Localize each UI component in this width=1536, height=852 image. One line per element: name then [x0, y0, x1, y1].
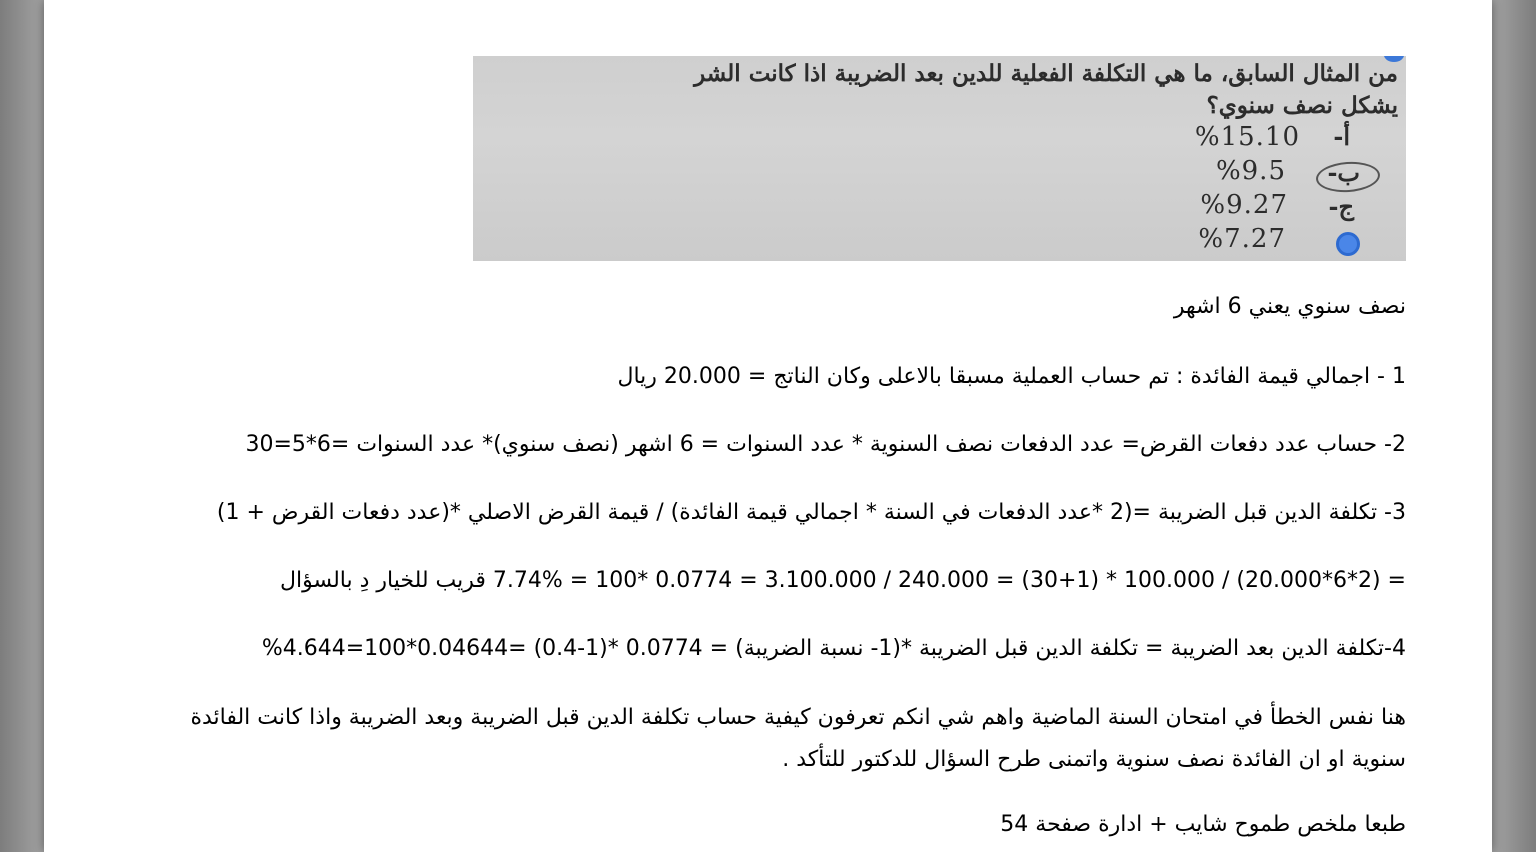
- option-a-value: %15.10: [1194, 122, 1300, 152]
- question-line-2: يشكل نصف سنوي؟: [1206, 92, 1398, 119]
- document-page: [44, 0, 1492, 852]
- question-line-1: من المثال السابق، ما هي التكلفة الفعلية للدين بعد الضريبة اذا كانت الشر: [694, 60, 1398, 87]
- option-a-letter: أ-: [1333, 122, 1350, 151]
- text-line-step-3-calc: = (2*6*20.000) / 100.000 * (30+1) = 240.000 / 3.100.000 = 0.0774 *100 = 7.74% قريب للخيار دِ بالسؤال: [280, 568, 1406, 593]
- text-line-reference: طبعا ملخص طموح شايب + ادارة صفحة 54: [1000, 812, 1406, 837]
- text-line-step-4: 4-تكلفة الدين بعد الضريبة = تكلفة الدين قبل الضريبة *(1- نسبة الضريبة) = 0.0774 *(1-0.4) =0.04644*100=4.644%: [261, 636, 1406, 661]
- radio-selected-icon[interactable]: [1336, 232, 1360, 256]
- text-paragraph-note: هنا نفس الخطأ في امتحان السنة الماضية واهم شي انكم تعرفون كيفية حساب تكلفة الدين قبل الضريبة وبعد الضريبة واذا كانت الفائدة سنوية او ان الفائدة نصف سنوية واتمنى طرح السؤال للدكتور للتأكد .: [190, 705, 1406, 772]
- text-line-step-1: 1 - اجمالي قيمة الفائدة : تم حساب العملية مسبقا بالاعلى وكان الناتج = 20.000 ريال: [617, 364, 1406, 389]
- option-c-letter: ج-: [1328, 192, 1354, 221]
- option-d-value: %7.27: [1198, 224, 1286, 254]
- option-b-letter: ب-: [1327, 158, 1360, 187]
- text-line-step-3: 3- تكلفة الدين قبل الضريبة =(2 *عدد الدفعات في السنة * اجمالي قيمة الفائدة) / قيمة القرض الاصلي *(عدد دفعات القرض + 1): [216, 500, 1406, 525]
- option-c-value: %9.27: [1200, 190, 1288, 220]
- text-line-half-year: نصف سنوي يعني 6 اشهر: [1173, 294, 1406, 319]
- question-photo: [473, 56, 1406, 261]
- text-line-step-2: 2- حساب عدد دفعات القرض= عدد الدفعات نصف السنوية * عدد السنوات = 6 اشهر (نصف سنوي)* عدد السنوات =6*5=30: [245, 432, 1406, 457]
- option-b-value: %9.5: [1215, 156, 1286, 186]
